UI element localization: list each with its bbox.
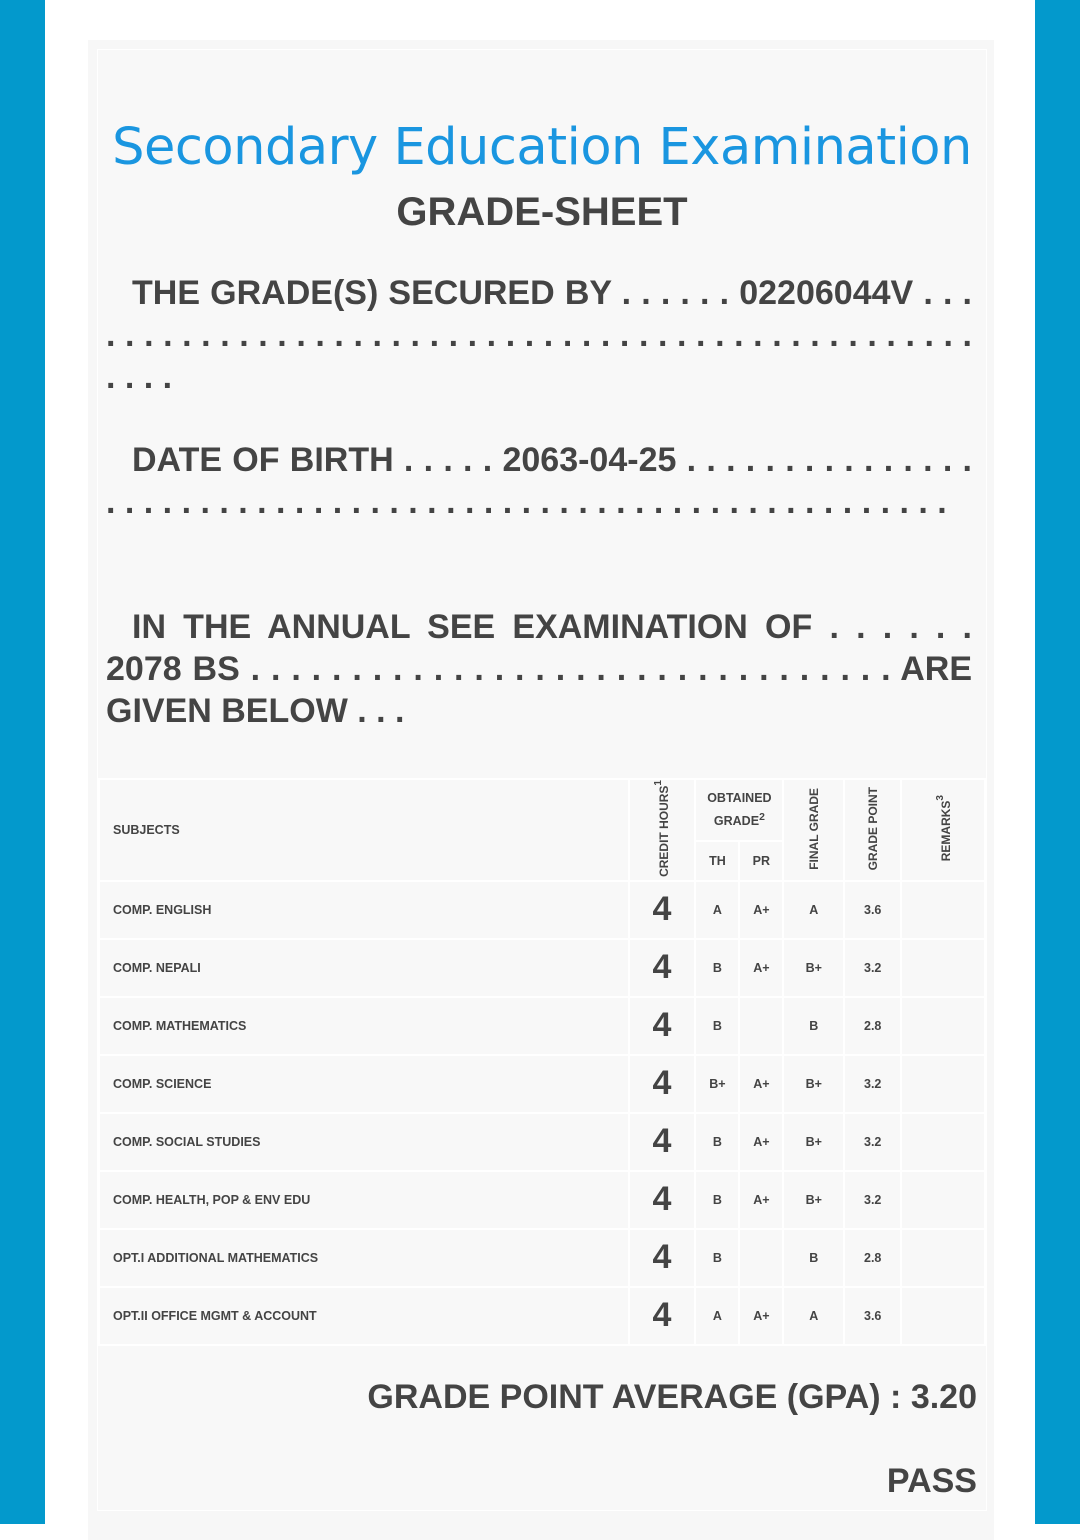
dots: . . . . . . . . . . . . . . . . . . . . . . . . . . . . . . . . . . . . . . . . . . . . . . . . . . . . . bbox=[106, 274, 972, 396]
subject-cell: COMP. HEALTH, POP & ENV EDU bbox=[99, 1171, 629, 1229]
table-row bbox=[99, 1171, 985, 1229]
pr-grade-cell: A+ bbox=[739, 1287, 783, 1345]
pr-grade-cell: A+ bbox=[739, 881, 783, 939]
table-row bbox=[99, 1229, 985, 1287]
symbol-number: 02206044V bbox=[739, 274, 914, 312]
grade-point-cell: 2.8 bbox=[844, 997, 901, 1055]
grade-point-cell: 3.6 bbox=[844, 1287, 901, 1345]
table-row bbox=[99, 1287, 985, 1345]
header-subjects: SUBJECTS bbox=[99, 779, 629, 881]
grade-point-cell: 3.2 bbox=[844, 1171, 901, 1229]
header-grade-point: GRADE POINT bbox=[844, 779, 901, 881]
header-final-grade: FINAL GRADE bbox=[783, 779, 844, 881]
final-grade-cell: B+ bbox=[783, 1055, 844, 1113]
dots: . . . . . . . . . . . . . . . . . . . . . . . . . . . . . . . . bbox=[250, 650, 891, 688]
grade-point-cell: 3.2 bbox=[844, 939, 901, 997]
final-grade-cell: A bbox=[783, 1287, 844, 1345]
remarks-cell bbox=[901, 1113, 985, 1171]
remarks-cell bbox=[901, 1171, 985, 1229]
right-border bbox=[1035, 0, 1080, 1524]
grade-point-cell: 3.2 bbox=[844, 1113, 901, 1171]
exam-year: 2078 BS bbox=[106, 650, 240, 688]
pr-grade-cell: A+ bbox=[739, 1055, 783, 1113]
th-grade-cell: B bbox=[695, 1229, 739, 1287]
remarks-cell bbox=[901, 1287, 985, 1345]
dob-label: DATE OF BIRTH bbox=[132, 441, 394, 479]
subject-cell: COMP. ENGLISH bbox=[99, 881, 629, 939]
grade-point-cell: 3.2 bbox=[844, 1055, 901, 1113]
subject-cell: OPT.I ADDITIONAL MATHEMATICS bbox=[99, 1229, 629, 1287]
th-grade-cell: B bbox=[695, 1113, 739, 1171]
pr-grade-cell: A+ bbox=[739, 1171, 783, 1229]
th-grade-cell: B bbox=[695, 997, 739, 1055]
gpa-value: 3.20 bbox=[910, 1378, 977, 1416]
remarks-cell bbox=[901, 1229, 985, 1287]
pr-grade-cell bbox=[739, 997, 783, 1055]
header-credit-hours: CREDIT HOURS$^1$ bbox=[629, 779, 696, 881]
grade-sheet-heading: GRADE-SHEET bbox=[396, 190, 688, 234]
remarks-cell bbox=[901, 997, 985, 1055]
dob-value: 2063-04-25 bbox=[502, 441, 677, 479]
header-pr: PR bbox=[739, 841, 783, 881]
secured-by-line bbox=[106, 272, 972, 398]
table-row bbox=[99, 881, 985, 939]
final-grade-cell: A bbox=[783, 881, 844, 939]
credit-cell: 4 bbox=[629, 997, 696, 1055]
dob-line bbox=[106, 439, 972, 523]
header-obtained-grade: OBTAINED GRADE$^2$ bbox=[695, 779, 783, 841]
grade-point-cell: 3.6 bbox=[844, 881, 901, 939]
dots: . . . bbox=[357, 692, 405, 730]
final-grade-cell: B bbox=[783, 997, 844, 1055]
grade-sheet-card bbox=[88, 40, 994, 1540]
grade-sheet-inner bbox=[97, 49, 987, 1511]
credit-cell: 4 bbox=[629, 1287, 696, 1345]
dots: . . . . . . bbox=[829, 608, 972, 646]
credit-cell: 4 bbox=[629, 1055, 696, 1113]
exam-label: IN THE ANNUAL SEE EXAMINATION OF bbox=[132, 608, 813, 646]
subject-cell: COMP. SOCIAL STUDIES bbox=[99, 1113, 629, 1171]
exam-tail: ARE GIVEN BELOW bbox=[106, 650, 973, 730]
secured-label: THE GRADE(S) SECURED BY bbox=[132, 274, 612, 312]
remarks-cell bbox=[901, 939, 985, 997]
final-grade-cell: B bbox=[783, 1229, 844, 1287]
table-row bbox=[99, 997, 985, 1055]
subject-cell: COMP. SCIENCE bbox=[99, 1055, 629, 1113]
final-grade-cell: B+ bbox=[783, 1113, 844, 1171]
grade-point-cell: 2.8 bbox=[844, 1229, 901, 1287]
credit-cell: 4 bbox=[629, 1229, 696, 1287]
table-row bbox=[99, 939, 985, 997]
final-grade-cell: B+ bbox=[783, 1171, 844, 1229]
subject-cell: OPT.II OFFICE MGMT & ACCOUNT bbox=[99, 1287, 629, 1345]
th-grade-cell: A bbox=[695, 1287, 739, 1345]
exam-line bbox=[106, 606, 972, 732]
dots: . . . . . . bbox=[621, 274, 730, 312]
grades-table bbox=[98, 778, 986, 1346]
final-grade-cell: B+ bbox=[783, 939, 844, 997]
credit-cell: 4 bbox=[629, 1171, 696, 1229]
gpa-line bbox=[367, 1378, 977, 1417]
pr-grade-cell: A+ bbox=[739, 939, 783, 997]
th-grade-cell: B bbox=[695, 1171, 739, 1229]
remarks-cell bbox=[901, 881, 985, 939]
subject-cell: COMP. NEPALI bbox=[99, 939, 629, 997]
table-row bbox=[99, 1113, 985, 1171]
remarks-cell bbox=[901, 1055, 985, 1113]
table-row bbox=[99, 1055, 985, 1113]
gpa-label: GRADE POINT AVERAGE (GPA) : bbox=[367, 1378, 902, 1416]
th-grade-cell: B+ bbox=[695, 1055, 739, 1113]
pr-grade-cell: A+ bbox=[739, 1113, 783, 1171]
exam-title: Secondary Education Examination bbox=[112, 118, 972, 177]
th-grade-cell: A bbox=[695, 881, 739, 939]
left-border bbox=[0, 0, 45, 1524]
pr-grade-cell bbox=[739, 1229, 783, 1287]
credit-cell: 4 bbox=[629, 881, 696, 939]
dots: . . . . . bbox=[403, 441, 493, 479]
subject-cell: COMP. MATHEMATICS bbox=[99, 997, 629, 1055]
header-remarks: REMARKS$^3$ bbox=[901, 779, 985, 881]
credit-cell: 4 bbox=[629, 939, 696, 997]
credit-cell: 4 bbox=[629, 1113, 696, 1171]
header-th: TH bbox=[695, 841, 739, 881]
dots: . . . . . . . . . . . . . . . . . . . . . . . . . . . . . . . . . . . . . . . . . . . . . . . . . . . . . . . . . . . . bbox=[106, 441, 972, 521]
th-grade-cell: B bbox=[695, 939, 739, 997]
result-status: PASS bbox=[886, 1462, 977, 1500]
